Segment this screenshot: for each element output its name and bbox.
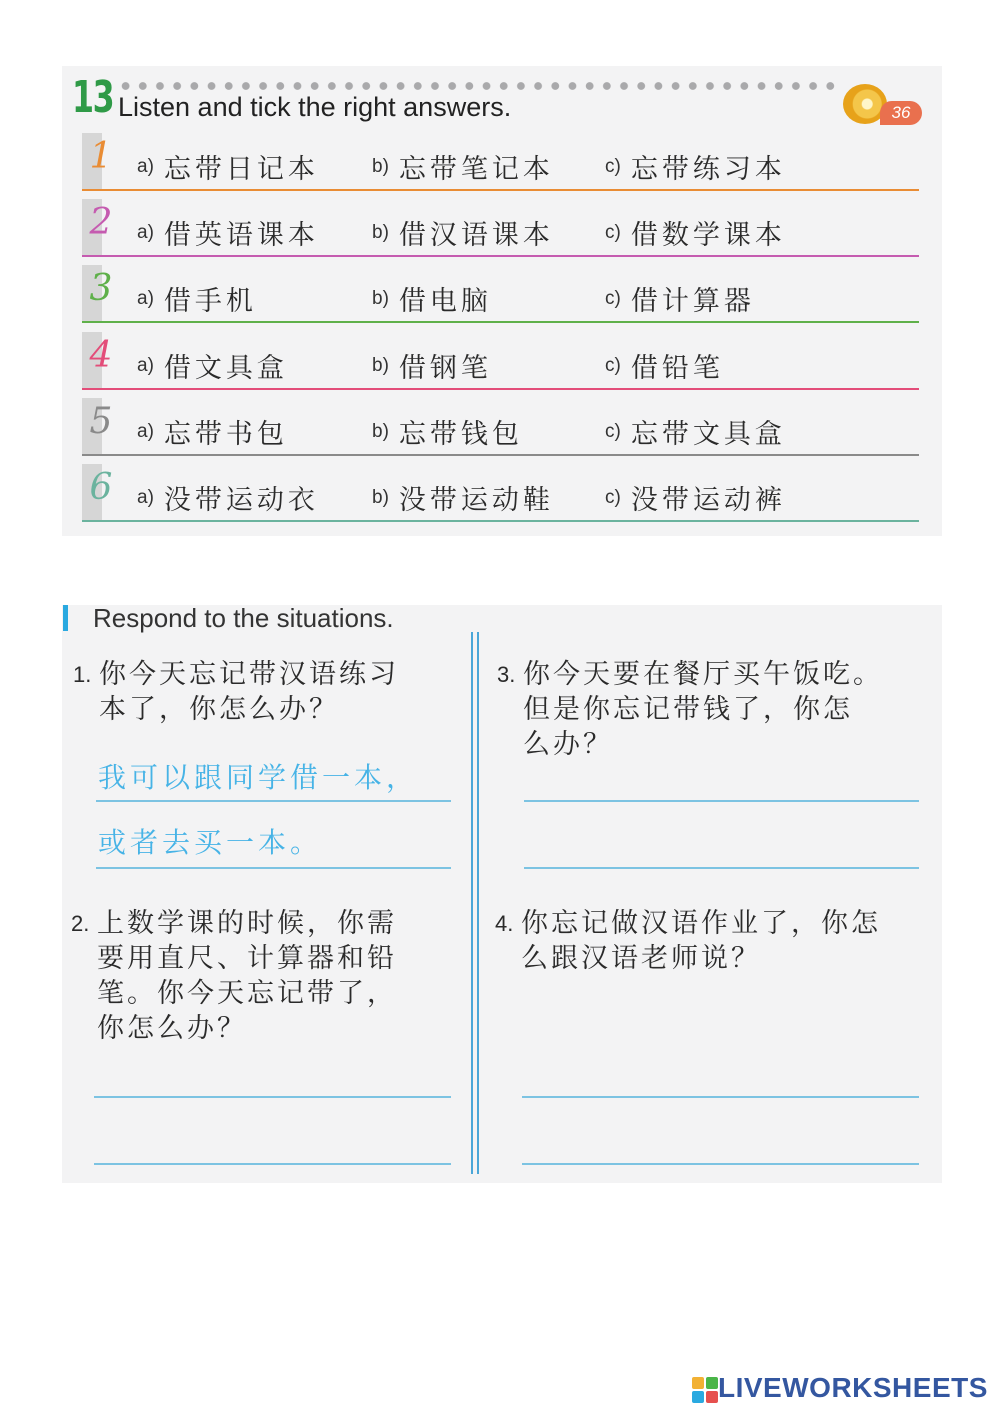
option-text: 借钢笔 bbox=[398, 353, 492, 384]
answer-row bbox=[82, 265, 919, 323]
option-text: 忘带钱包 bbox=[398, 419, 523, 450]
exercise-title: Listen and tick the right answers. bbox=[118, 92, 512, 122]
row-number: 3 bbox=[89, 268, 113, 309]
option-letter: b) bbox=[372, 287, 389, 309]
option-letter: c) bbox=[605, 486, 621, 508]
option-letter: b) bbox=[372, 354, 389, 376]
option-b[interactable] bbox=[372, 478, 554, 516]
row-rule bbox=[82, 388, 919, 390]
option-text: 借数学课本 bbox=[630, 220, 786, 251]
answer-line-q3-b[interactable] bbox=[524, 867, 919, 869]
logo-square-2 bbox=[706, 1377, 718, 1389]
option-text: 忘带日记本 bbox=[163, 154, 319, 185]
option-b[interactable] bbox=[372, 412, 523, 450]
option-b[interactable] bbox=[372, 147, 554, 185]
question-line: 你忘记做汉语作业了，你怎 bbox=[521, 908, 881, 939]
option-text: 借英语课本 bbox=[163, 220, 319, 251]
situation-question-1 bbox=[73, 657, 399, 727]
option-letter: a) bbox=[137, 287, 154, 309]
answer-line-q4-a[interactable] bbox=[522, 1096, 919, 1098]
logo-square-1 bbox=[692, 1377, 704, 1389]
logo-square-4 bbox=[706, 1391, 718, 1403]
dotted-header-rule bbox=[117, 81, 841, 91]
row-rule bbox=[82, 454, 919, 456]
option-letter: a) bbox=[137, 155, 154, 177]
option-a[interactable] bbox=[137, 412, 288, 450]
option-text: 借铅笔 bbox=[630, 353, 724, 384]
question-number: 4. bbox=[495, 911, 514, 936]
question-line: 要用直尺、计算器和铅 bbox=[97, 943, 397, 974]
option-text: 借手机 bbox=[163, 286, 257, 317]
answer-row bbox=[82, 464, 919, 522]
option-c[interactable] bbox=[605, 346, 724, 384]
option-c[interactable] bbox=[605, 213, 786, 251]
question-line: 你今天忘记带汉语练习 bbox=[99, 659, 399, 690]
answer-row bbox=[82, 332, 919, 390]
option-letter: c) bbox=[605, 221, 621, 243]
row-rule bbox=[82, 255, 919, 257]
option-a[interactable] bbox=[137, 213, 319, 251]
answer-line-q1-a[interactable] bbox=[96, 800, 451, 802]
situation-question-4 bbox=[495, 906, 881, 976]
option-text: 忘带练习本 bbox=[630, 154, 786, 185]
option-b[interactable] bbox=[372, 213, 554, 251]
option-text: 忘带笔记本 bbox=[398, 154, 554, 185]
row-number: 4 bbox=[89, 335, 113, 376]
option-letter: a) bbox=[137, 420, 154, 442]
question-line: 上数学课的时候，你需 bbox=[97, 908, 397, 939]
exercise-number: 13 bbox=[72, 72, 114, 123]
option-a[interactable] bbox=[137, 147, 319, 185]
column-divider-right bbox=[477, 632, 479, 1174]
sample-answer-line-1: 我可以跟同学借一本， bbox=[98, 761, 419, 794]
question-line: 你今天要在餐厅买午饭吃。 bbox=[523, 659, 883, 690]
question-line: 本了，你怎么办？ bbox=[99, 694, 339, 725]
option-letter: a) bbox=[137, 354, 154, 376]
answer-row bbox=[82, 133, 919, 191]
option-text: 没带运动衣 bbox=[163, 485, 319, 516]
option-text: 忘带书包 bbox=[163, 419, 288, 450]
question-line: 么办？ bbox=[523, 729, 613, 760]
answer-line-q2-b[interactable] bbox=[94, 1163, 451, 1165]
option-a[interactable] bbox=[137, 346, 288, 384]
option-letter: a) bbox=[137, 486, 154, 508]
row-number: 2 bbox=[89, 202, 113, 243]
row-rule bbox=[82, 520, 919, 522]
question-number: 1. bbox=[73, 662, 92, 687]
option-letter: b) bbox=[372, 486, 389, 508]
option-text: 借汉语课本 bbox=[398, 220, 554, 251]
row-rule bbox=[82, 321, 919, 323]
option-text: 忘带文具盒 bbox=[630, 419, 786, 450]
option-c[interactable] bbox=[605, 279, 755, 317]
option-text: 借计算器 bbox=[630, 286, 755, 317]
row-number: 1 bbox=[89, 136, 113, 177]
question-number: 3. bbox=[497, 662, 516, 687]
column-divider-left bbox=[471, 632, 473, 1174]
answer-line-q2-a[interactable] bbox=[94, 1096, 451, 1098]
option-letter: c) bbox=[605, 354, 621, 376]
situation-question-2 bbox=[71, 906, 397, 1046]
answer-line-q3-a[interactable] bbox=[524, 800, 919, 802]
row-number: 5 bbox=[89, 401, 113, 442]
question-line: 笔。你今天忘记带了， bbox=[97, 978, 397, 1009]
answer-line-q1-b[interactable] bbox=[96, 867, 451, 869]
question-line: 么跟汉语老师说？ bbox=[521, 943, 761, 974]
option-a[interactable] bbox=[137, 478, 319, 516]
option-text: 没带运动鞋 bbox=[398, 485, 554, 516]
option-text: 借电脑 bbox=[398, 286, 492, 317]
question-number: 2. bbox=[71, 911, 90, 936]
option-letter: b) bbox=[372, 420, 389, 442]
situation-question-3 bbox=[497, 657, 883, 762]
answer-line-q4-b[interactable] bbox=[522, 1163, 919, 1165]
row-rule bbox=[82, 189, 919, 191]
option-b[interactable] bbox=[372, 279, 492, 317]
liveworksheets-logo-icon bbox=[692, 1377, 718, 1403]
sample-answer-line-2: 或者去买一本。 bbox=[98, 826, 323, 859]
question-line: 但是你忘记带钱了，你怎 bbox=[523, 694, 853, 725]
situations-title: Respond to the situations. bbox=[93, 603, 394, 633]
option-c[interactable] bbox=[605, 478, 786, 516]
option-c[interactable] bbox=[605, 412, 786, 450]
section-marker bbox=[63, 605, 68, 631]
answer-row bbox=[82, 199, 919, 257]
option-letter: c) bbox=[605, 287, 621, 309]
row-number: 6 bbox=[89, 467, 113, 508]
option-letter: c) bbox=[605, 420, 621, 442]
logo-square-3 bbox=[692, 1391, 704, 1403]
option-letter: b) bbox=[372, 221, 389, 243]
option-text: 没带运动裤 bbox=[630, 485, 786, 516]
track-number-badge: 36 bbox=[880, 101, 922, 125]
option-letter: b) bbox=[372, 155, 389, 177]
question-line: 你怎么办？ bbox=[97, 1013, 247, 1044]
option-a[interactable] bbox=[137, 279, 257, 317]
liveworksheets-wordmark: LIVEWORKSHEETS bbox=[718, 1372, 988, 1403]
answer-row bbox=[82, 398, 919, 456]
option-text: 借文具盒 bbox=[163, 353, 288, 384]
option-letter: a) bbox=[137, 221, 154, 243]
option-letter: c) bbox=[605, 155, 621, 177]
option-c[interactable] bbox=[605, 147, 786, 185]
option-b[interactable] bbox=[372, 346, 492, 384]
